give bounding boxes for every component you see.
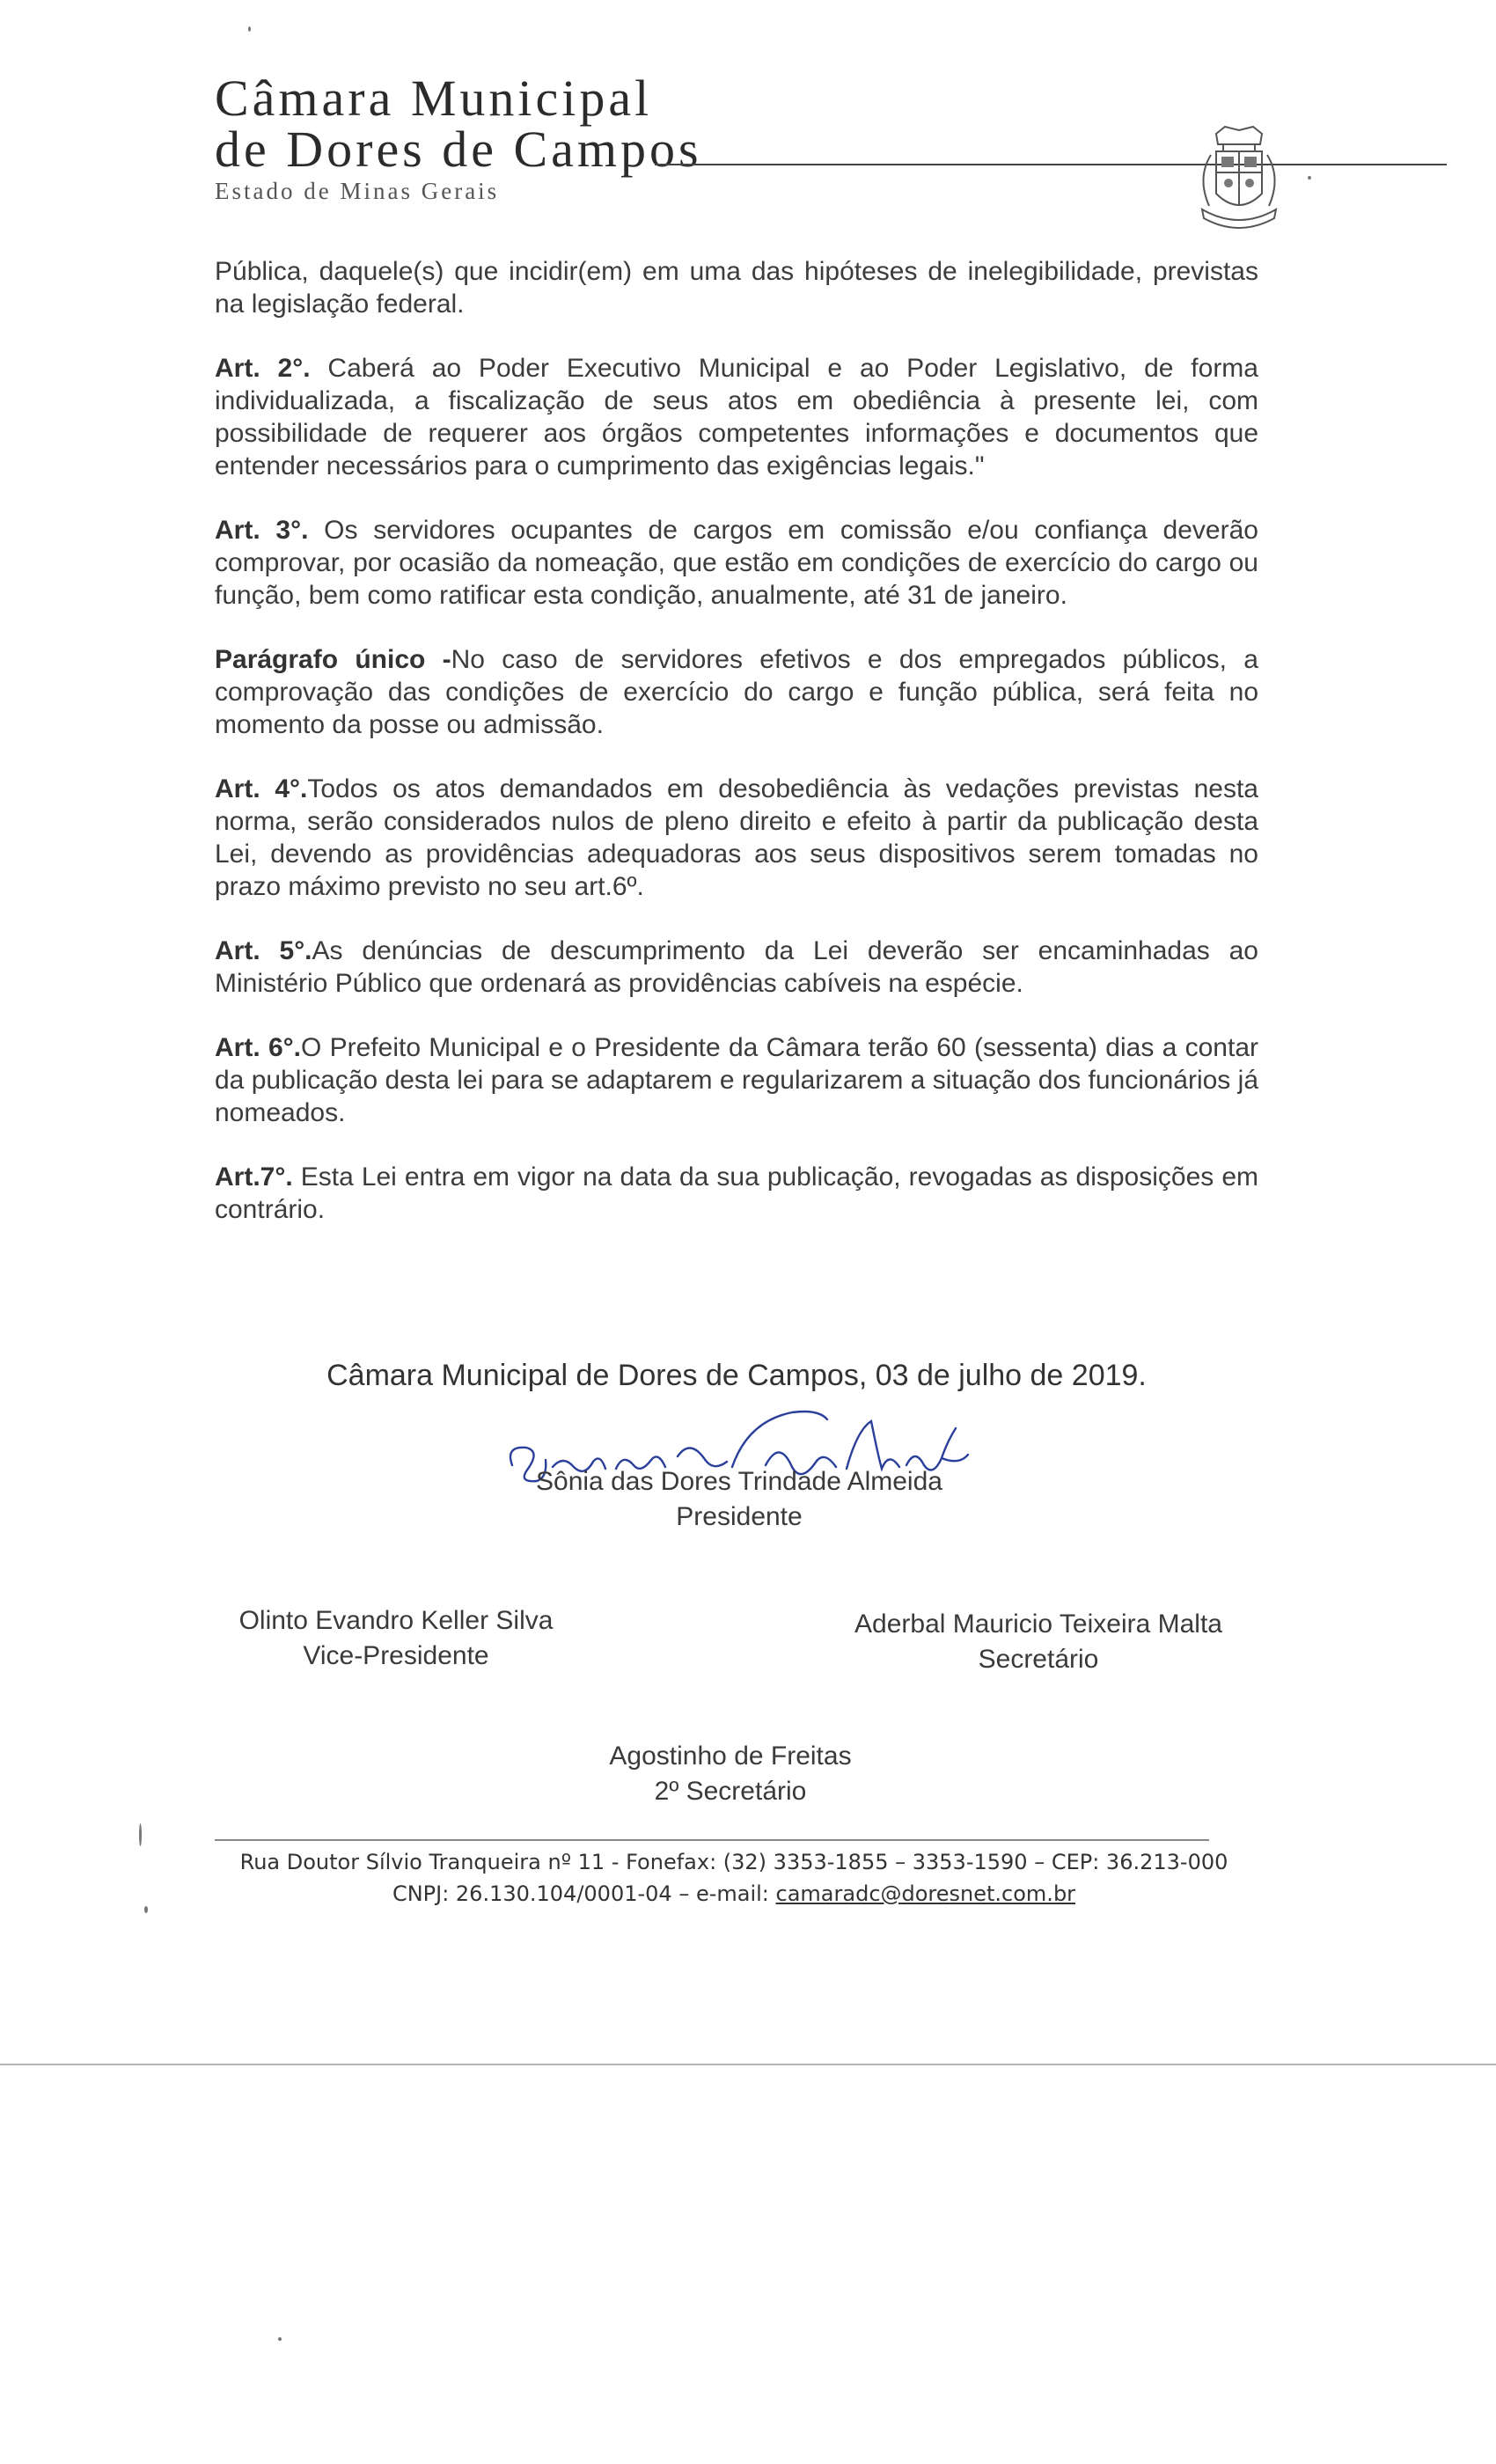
article-5 [215,935,1258,1000]
signatory-name: Olinto Evandro Keller Silva [238,1606,554,1635]
footer-contact [215,1878,1253,1910]
scan-speck [139,1823,142,1846]
letterhead-rule [655,164,1447,165]
scan-speck [278,2337,282,2341]
signatory-role: Presidente [676,1502,803,1531]
paragraph-text: Esta Lei entra em vigor na data da sua publicação, revogadas as disposições em contrário. [215,1162,1258,1224]
paragraph-text: As denúncias de descumprimento da Lei deverão ser encaminhadas ao Ministério Público que ordenará as providências cabíveis na espécie. [215,936,1258,998]
signatory-vice-president [202,1603,590,1674]
paragraph-continuation [215,255,1258,320]
footer-cnpj: CNPJ: 26.130.104/0001-04 – e-mail: [392,1881,776,1906]
scan-speck [1308,176,1311,180]
signatory-role: Vice-Presidente [303,1641,489,1670]
letterhead [215,70,1244,204]
letterhead-title: Câmara Municipal [215,70,653,127]
article-label: Art. 6°. [215,1033,301,1062]
article-label: Art. 5°. [215,936,312,965]
paragraph-text: Todos os atos demandados em desobediência às vedações previstas nesta norma, serão considerados nulos de pleno direito e efeito à partir da publicação desta Lei, devendo as providências adequadoras aos seus dispositivos serem tomadas no prazo máximo previsto no seu art.6º. [215,774,1258,901]
signatory-role: 2º Secretário [654,1777,807,1806]
scan-edge-line [0,2064,1496,2065]
scan-speck [144,1906,148,1913]
article-2 [215,352,1258,482]
letterhead-state: Estado de Minas Gerais [215,178,500,204]
place-date: Câmara Municipal de Dores de Campos, 03 de julho de 2019. [326,1359,1147,1392]
article-3 [215,514,1258,612]
scan-speck [248,26,251,32]
signatory-role: Secretário [978,1645,1099,1674]
law-body [215,255,1258,1258]
footer [215,1846,1253,1910]
paragraph-text: Pública, daquele(s) que incidir(em) em uma das hipóteses de inelegibilidade, previstas na legislação federal. [215,257,1258,319]
signatory-secretary [818,1607,1258,1677]
article-label: Parágrafo único - [215,645,451,674]
article-label: Art. 3°. [215,516,309,545]
paragrafo-unico [215,643,1258,741]
signatory-second-secretary [554,1739,906,1809]
signatory-name: Sônia das Dores Trindade Almeida [536,1467,942,1496]
paragraph-text: O Prefeito Municipal e o Presidente da Câmara terão 60 (sessenta) dias a contar da publicação desta lei para se adaptarem e regularizarem a situação dos funcionários já nomeados. [215,1033,1258,1127]
signatory-name: Agostinho de Freitas [609,1742,852,1771]
signatory-name: Aderbal Mauricio Teixeira Malta [854,1610,1222,1639]
article-7 [215,1161,1258,1226]
letterhead-subtitle: de Dores de Campos [215,121,702,178]
footer-rule [215,1839,1209,1841]
article-label: Art.7°. [215,1162,293,1192]
paragraph-text: No caso de servidores efetivos e dos empregados públicos, a comprovação das condições de exercício do cargo e função pública, será feita no momento da posse ou admissão. [215,645,1258,739]
article-4 [215,773,1258,903]
article-label: Art. 4°. [215,774,308,803]
coat-of-arms-icon [1190,125,1288,239]
article-label: Art. 2°. [215,354,311,383]
signatory-president [493,1464,986,1535]
paragraph-text: Caberá ao Poder Executivo Municipal e ao Poder Legislativo, de forma individualizada, a fiscalização de seus atos em obediência à presente lei, com possibilidade de requerer aos órgãos competentes informações e documentos que entender necessários para o cumprimento das exigências legais." [215,354,1258,480]
article-6 [215,1031,1258,1129]
footer-address: Rua Doutor Sílvio Tranqueira nº 11 - Fonefax: (32) 3353-1855 – 3353-1590 – CEP: 36.213-000 [239,1850,1228,1874]
paragraph-text: Os servidores ocupantes de cargos em comissão e/ou confiança deverão comprovar, por ocasião da nomeação, que estão em condições de exercício do cargo ou função, bem como ratificar esta condição, anualmente, até 31 de janeiro. [215,516,1258,610]
footer-email-link[interactable]: camaradc@doresnet.com.br [775,1881,1076,1906]
